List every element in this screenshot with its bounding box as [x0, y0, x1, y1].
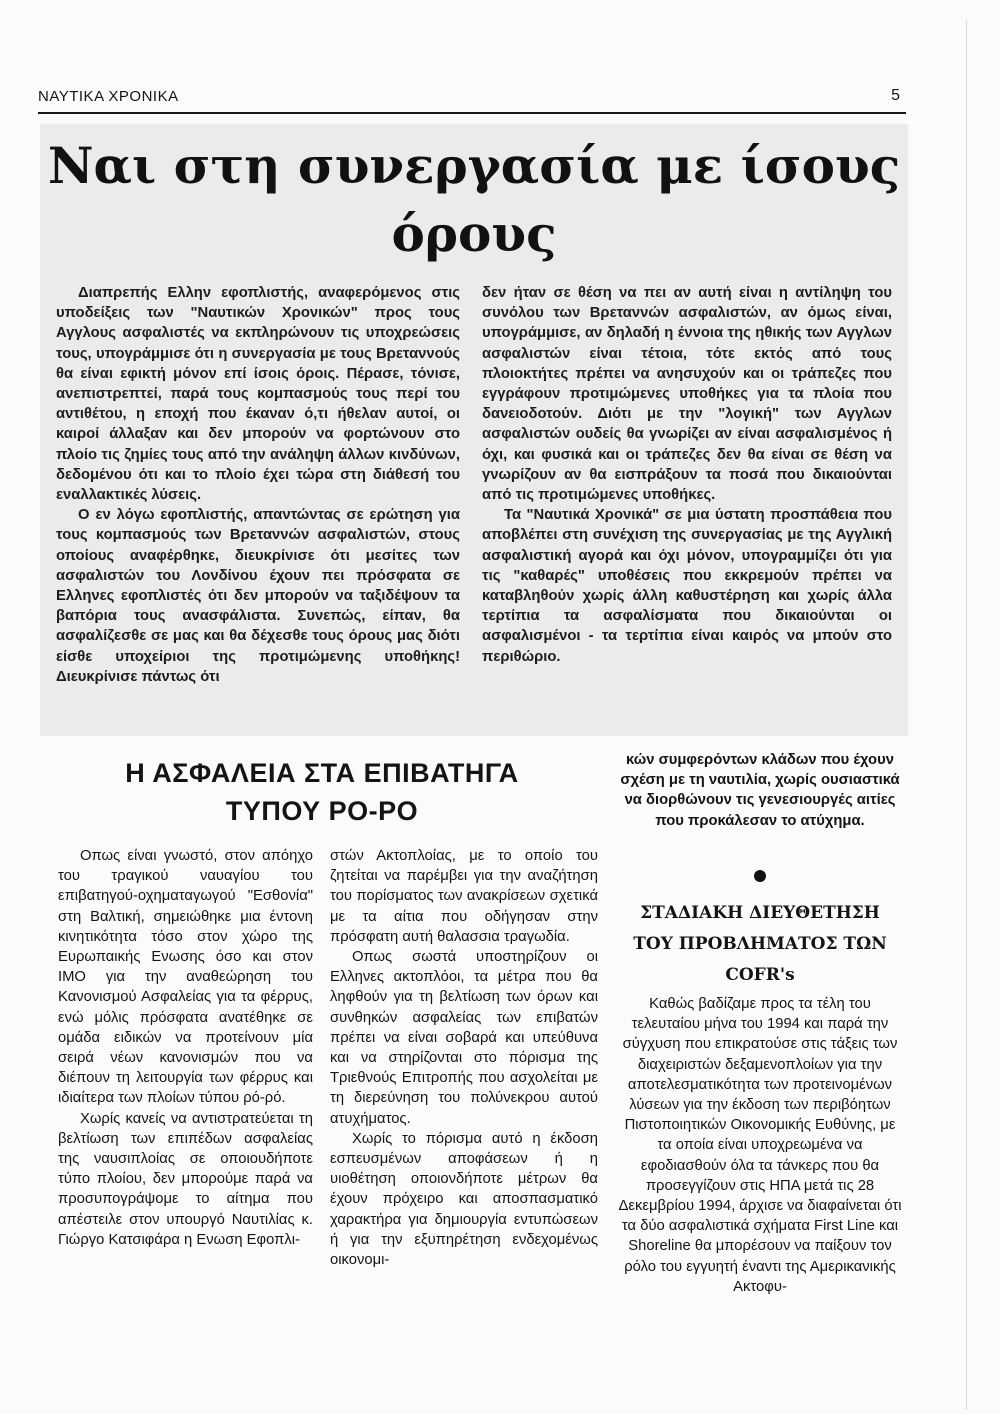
paragraph: Τα "Ναυτικά Χρονικά" σε μια ύστατη προσπάθεια που αποβλέπει στη συνέχιση της συνεργασίας με της Αγγλική ασφαλιστική αγορά και όχι μόνον, υπογραμμίζει ότι για τις "καθαρές" υποθέσεις που εκκρεμούν πρέπει να καταβληθούν χωρίς άλλη καθυστέρηση και χωρίς άλλα τερτίπια τα ασφαλίσματα που δικαιούνται οι ασφαλισμένοι - τα τερτίπια είναι καιρός να μπούν στο περιθώριο.: [482, 507, 892, 665]
page-edge-line: [966, 20, 967, 1410]
cofr-headline: [612, 898, 908, 991]
paragraph: στών Ακτοπλοίας, με το οποίο του ζητείται να παρέμβει για την αναζήτηση του πορίσματος των ανακρίσεων σχετικά με τα αίτια που οδήγησαν στην πρόσφατη αυτή θαλασσια τραγωδία.: [330, 848, 598, 945]
paragraph: Οπως είναι γνωστό, στον απόηχο του τραγικού ναυαγίου του επιβατηγού-οχηματαγωγού "Εσθονία" στη Βαλτική, σημειώθηκε μια έντονη κινητικότητα τόσο στον χώρο της Ευρωπαικής Ενωσης όσο και στον ΙΜΟ για την αναθεώρηση του Κανονισμού Ασφαλείας για τα φέρρυς, ενώ μόλις πρόσφατα ανατέθηκε σε ομάδα ειδικών να προτείνουν μία σειρά νέων κανονισμών που να διέπουν τη λειτουργία των φέρρυς και ιδιαίτερα των πλοίων τύπου ρό-ρό.: [58, 848, 313, 1107]
cofr-article-column: [616, 994, 904, 1297]
paragraph: κών συμφερόντων κλάδων που έχουν σχέση με τη ναυτιλία, χωρίς ουσιαστικά να διορθώνουν τις γενεσιουργές αιτίες που προκάλεσαν το ατύχημα.: [620, 752, 900, 829]
lead-article-headline: Ναι στη συνεργασία με ίσους όρους: [47, 136, 901, 263]
paragraph: Καθώς βαδίζαμε προς τα τέλη του τελευταίου μήνα του 1994 και παρά την σύγχυση που επικρατούσε στις τάξεις των διαχειριστών δεξαμενοπλοίων για την αποτελεσματικότητα των προτεινομένων λύσεων για την έκδοση των περιβόητων Πιστοποιητικών Οικονομικής Ευθύνης, με τα οποία είναι υποχρεωμένα να εφοδιασθούν όλα τα τάνκερς που θα προσεγγίζουν στις ΗΠΑ μετά τις 28 Δεκεμβρίου 1994, άρχισε να διαφαίνεται ότι τα δύο ασφαλιστικά σχήματα First Line και Shoreline θα μπορέσουν να παίξουν τον ρόλο του εγγυητή έναντι της Αμερικανικής Ακτοφυ-: [618, 996, 902, 1295]
ferry-article-middle-column: [330, 846, 598, 1270]
bullet-separator-icon: [754, 870, 766, 882]
paragraph: Οπως σωστά υποστηρίζουν οι Ελληνες ακτοπλόοι, τα μέτρα που θα ληφθούν για τη βελτίωση των όρων και συνθηκών ασφαλείας των επιβατών πρέπει να είναι σοβαρά και υπεύθυνα και να στηρίζονται στο πόρισμα της Τριεθνούς Επιτροπής που ασχολείται με τη διερεύνηση του πολύνεκρου αυτού ατυχήματος.: [330, 949, 598, 1127]
paragraph: δεν ήταν σε θέση να πει αν αυτή είναι η αντίληψη του συνόλου των Βρεταννών ασφαλιστών, αν όμως είναι, υπογράμμισε, αν δηλαδή η έννοια της ηθικής των Αγγλων ασφαλιστών είναι τέτοια, τότε εκτός από τους πλοιοκτήτες πρέπει να ανησυχούν και οι τράπεζες που εγγράφουν προτιμώμενες υποθήκες για τα πλοία που δανειοδοτούν. Διότι με την "λογική" των Αγγλων ασφαλιστών ουδείς θα γνωρίζει αν είναι ασφαλισμένος ή όχι, και φυσικά και οι τράπεζες δεν θα είναι σε θέση να γνωρίζουν αν θα εισπράξουν τα ποσά που δικαιούνται από τις προτιμώμενες υποθήκες.: [482, 285, 892, 504]
lead-article-right-column: [482, 283, 892, 667]
ferry-article-left-column: [58, 846, 313, 1250]
paragraph: Ο εν λόγω εφοπλιστής, απαντώντας σε ερώτηση για τους κομπασμούς των Βρεταννών ασφαλιστών, στους οποίους αναφέρθηκε, διευκρίνισε ότι μεσίτες των ασφαλιστών του Λονδίνου έχουν πει πρόσφατα σε Ελληνες εφοπλιστές ότι δεν μπορούν να ταξιδέψουν τα βαπόρια τους ανασφάλιστα. Συνεπώς, είπαν, θα ασφαλίζεσθε σε μας και θα δέχεσθε τους όρους μας διότι είσθε υποχείριοι της προτιμώμενης υποθήκης! Διευκρίνισε πάντως ότι: [56, 507, 460, 685]
headline-line: COFR's: [725, 965, 795, 985]
lead-article-left-column: [56, 283, 460, 687]
paragraph: Χωρίς το πόρισμα αυτό η έκδοση εσπευσμένων αποφάσεων ή η υιοθέτηση οποιονδήποτε μέτρων θα έχουν πρόχειρο και αποσπασματικό χαρακτήρα για δημιουργία εντυπώσεων ή για την εξυπηρέτηση ενδεχομένως οικονομι-: [330, 1130, 598, 1269]
ferry-safety-headline: [72, 754, 572, 830]
paragraph: Διαπρεπής Ελλην εφοπλιστής, αναφερόμενος στις υποδείξεις των "Ναυτικών Χρονικών" προς τους Αγγλους ασφαλιστές να εκπληρώνουν τις υποχρεώσεις τους, υπογράμμισε ότι η συνεργασία με τους Βρεταννούς θα είναι εφικτή μόνον επί ίσοις όροις. Πέρασε, τόνισε, ανεπιστρεπτεί, παρά τους κομπασμούς τους περί του αντιθέτου, η εποχή που έκαναν ό,τι ήθελαν αυτοί, οι καιροί άλλαξαν και δεν μπορούν να φορτώνουν στο πλοίο τις ζημίες τους από την ανάληψη άλλων κινδύνων, δεδομένου ότι και το πλοίο έχει τώρα στη διάθεσή του εναλλακτικές λύσεις.: [56, 285, 460, 504]
headline-line: Η ΑΣΦΑΛΕΙΑ ΣΤΑ ΕΠΙΒΑΤΗΓΑ: [125, 758, 519, 788]
headline-line: ΤΟΥ ΠΡΟΒΛΗΜΑΤΟΣ ΤΩΝ: [633, 934, 887, 954]
headline-line: ΤΥΠΟΥ ΡΟ-ΡΟ: [225, 796, 419, 826]
page-header: [38, 86, 906, 114]
headline-line: ΣΤΑΔΙΑΚΗ ΔΙΕΥΘΕΤΗΣΗ: [640, 903, 880, 923]
publication-name: ΝΑΥΤΙΚΑ ΧΡΟΝΙΚΑ: [38, 88, 179, 105]
ferry-article-continuation: [612, 750, 908, 831]
page-number: 5: [891, 87, 900, 104]
paragraph: Χωρίς κανείς να αντιστρατεύεται τη βελτίωση των επιπέδων ασφαλείας της ναυσιπλοίας σε οποιουδήποτε τύπο πλοίου, δεν μπορούμε παρά να προσυπογράψομε το αίτημα που απέστειλε στον υπουργό Ναυτιλίας κ. Γιώργο Κατσιφάρα η Ενωση Εφοπλι-: [58, 1110, 313, 1248]
